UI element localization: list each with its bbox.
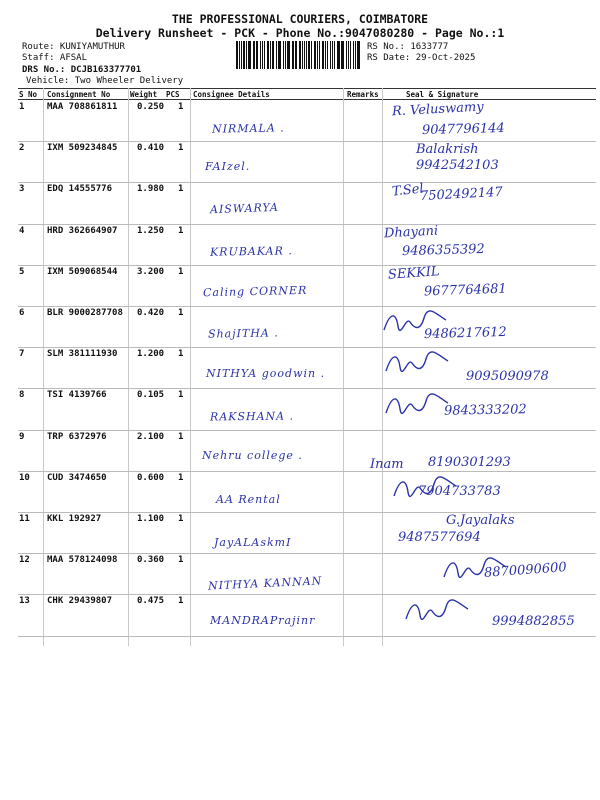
consignment-number: MAA 708861811 (47, 102, 118, 112)
consignee-handwritten: MANDRAPrajinr (210, 614, 316, 628)
weight-value: 2.100 (137, 431, 165, 442)
signature-scribble (382, 349, 452, 379)
consignment-number: MAA 578124098 (47, 555, 118, 566)
row-sno: 3 (19, 184, 25, 195)
row-sno: 13 (19, 596, 30, 607)
staff-label: Staff: AFSAL (22, 53, 88, 63)
signature-name: Balakrish (416, 142, 479, 158)
row-sno: 5 (19, 266, 25, 277)
weight-value: 0.250 (137, 102, 165, 112)
vehicle-label: Vehicle: Two Wheeler Delivery (26, 76, 184, 86)
barcode-bar (236, 41, 238, 69)
consignment-number: SLM 381111930 (47, 349, 118, 360)
barcode-bar (287, 41, 290, 69)
row-sno: 12 (19, 555, 30, 566)
barcode-bar (308, 41, 310, 69)
signature-phone: 9942542103 (416, 158, 499, 174)
barcode-bar (276, 41, 277, 69)
consignment-number: IXM 509068544 (47, 266, 118, 277)
table-row (0, 224, 600, 265)
pcs-value: 1 (178, 431, 184, 442)
barcode-bar (348, 41, 349, 69)
row-sno: 6 (19, 308, 25, 318)
signature-phone: 9047796144 (421, 120, 505, 139)
pcs-value: 1 (178, 390, 184, 401)
table-row (0, 182, 600, 223)
consignment-number: CHK 29439807 (47, 596, 113, 607)
signature-phone: 9095090978 (466, 369, 549, 385)
barcode-bar (239, 41, 240, 69)
barcode-bar (322, 41, 324, 69)
barcode-bar (248, 41, 251, 69)
header-sno: S No (19, 90, 38, 99)
table-row (0, 553, 600, 594)
barcode-bar (342, 41, 344, 69)
row-sno: 8 (19, 390, 25, 401)
barcode-bar (293, 41, 294, 69)
weight-value: 0.105 (137, 390, 165, 401)
barcode-bar (319, 41, 320, 69)
weight-value: 1.100 (137, 514, 165, 524)
barcode-bar (314, 41, 317, 69)
table-row (0, 100, 600, 141)
barcode-bar (254, 41, 255, 69)
header-seal: Seal & Signature (406, 90, 479, 99)
consignment-number: EDQ 14555776 (47, 184, 113, 195)
pcs-value: 1 (178, 102, 184, 112)
signature-name: SEKKIL (387, 264, 441, 283)
signature-name: G.Jayalaks (446, 513, 515, 528)
runsheet-subtitle: Delivery Runsheet - PCK - Phone No.:9047080280 - Page No.:1 (95, 26, 505, 40)
barcode-bar (285, 41, 286, 69)
consignee-handwritten: Nehru college . (202, 448, 303, 462)
barcode-bar (327, 41, 328, 69)
consignment-number: TRP 6372976 (47, 431, 107, 442)
barcode-bar (278, 41, 279, 69)
consignment-number: IXM 509234845 (47, 143, 118, 154)
signature-phone: 9677764681 (423, 281, 507, 300)
row-divider (18, 636, 596, 637)
table-row (0, 347, 600, 388)
barcode-bar (260, 41, 261, 69)
weight-value: 3.200 (137, 266, 165, 277)
signature-phone: 9486355392 (401, 241, 485, 259)
company-title: THE PROFESSIONAL COURIERS, COIMBATORE (171, 12, 429, 26)
barcode-bar (346, 41, 347, 69)
weight-value: 0.360 (137, 555, 165, 566)
barcode-bar (325, 41, 326, 69)
drs-number: DRS No.: DCJB163377701 (22, 65, 142, 75)
barcode-bar (262, 41, 263, 69)
pcs-value: 1 (178, 225, 184, 236)
barcode-bar (332, 41, 333, 69)
header-remarks: Remarks (347, 90, 379, 99)
signature-phone: 9843333202 (443, 402, 527, 420)
barcode-bar (272, 41, 274, 69)
signature-scribble (402, 597, 472, 627)
pcs-value: 1 (178, 514, 184, 524)
pcs-value: 1 (178, 184, 184, 195)
consignment-number: CUD 3474650 (47, 472, 107, 483)
table-row (0, 430, 600, 471)
row-sno: 11 (19, 514, 30, 524)
header-weight: Weight (130, 90, 158, 99)
rs-date: RS Date: 29-Oct-2025 (367, 53, 476, 63)
route-label: Route: KUNIYAMUTHUR (22, 42, 125, 52)
table-row (0, 512, 600, 553)
barcode-bar (317, 41, 318, 69)
table-row (0, 594, 600, 635)
pcs-value: 1 (178, 596, 184, 607)
row-sno: 2 (19, 143, 25, 154)
barcode-bar (353, 41, 355, 69)
consignment-number: KKL 192927 (47, 514, 102, 524)
row-sno: 4 (19, 225, 25, 236)
pcs-value: 1 (178, 266, 184, 277)
barcode-bar (295, 41, 297, 69)
barcode (236, 41, 362, 69)
weight-value: 1.250 (137, 225, 165, 236)
barcode-bar (270, 41, 271, 69)
rs-number: RS No.: 1633777 (367, 42, 449, 52)
consignment-number: BLR 9000287708 (47, 308, 123, 318)
barcode-bar (267, 41, 270, 69)
signature-name: Inam (370, 456, 404, 472)
barcode-bar (306, 41, 307, 69)
consignee-handwritten: ShajITHA . (207, 326, 279, 341)
barcode-bar (283, 41, 284, 69)
consignee-handwritten: KRUBAKAR . (209, 243, 293, 259)
consignee-handwritten: NITHYA goodwin . (206, 367, 326, 381)
signature-phone: 9994882855 (492, 614, 575, 630)
signature-phone: 9487577694 (398, 530, 481, 545)
consignment-number: HRD 362664907 (47, 225, 118, 236)
row-sno: 9 (19, 431, 25, 442)
barcode-bar (292, 41, 293, 69)
signature-phone: 7502492147 (419, 185, 504, 205)
barcode-bar (341, 41, 342, 69)
barcode-bar (302, 41, 303, 69)
signature-phone: 9486217612 (423, 324, 507, 343)
weight-value: 0.475 (137, 596, 165, 607)
header-pcs: PCS (166, 90, 180, 99)
barcode-bar (256, 41, 258, 69)
consignee-handwritten: NIRMALA . (211, 121, 285, 136)
consignee-handwritten: FAIzel. (205, 160, 251, 174)
weight-value: 1.200 (137, 349, 165, 360)
barcode-bar (243, 41, 245, 69)
header-consignee: Consignee Details (193, 90, 270, 99)
weight-value: 0.410 (137, 143, 165, 154)
barcode-bar (264, 41, 265, 69)
consignee-handwritten: NITHYA KANNAN (207, 574, 323, 593)
table-row (0, 306, 600, 347)
barcode-bar (337, 41, 340, 69)
barcode-bar (357, 41, 360, 69)
barcode-bar (350, 41, 351, 69)
pcs-value: 1 (178, 555, 184, 566)
barcode-bar (355, 41, 356, 69)
row-sno: 10 (19, 472, 30, 483)
barcode-bar (299, 41, 301, 69)
weight-value: 1.980 (137, 184, 165, 195)
barcode-bar (253, 41, 254, 69)
consignee-handwritten: JayALAskmI (214, 536, 292, 549)
signature-phone: 8870090600 (483, 560, 568, 582)
signature-scribble (382, 391, 452, 421)
table-row (0, 141, 600, 182)
weight-value: 0.420 (137, 308, 165, 318)
barcode-bar (279, 41, 281, 69)
row-sno: 7 (19, 349, 25, 360)
table-top-rule (18, 88, 596, 89)
signature-phone: 8190301293 (428, 454, 511, 470)
header-consignment: Consignment No (47, 90, 111, 99)
table-row (0, 388, 600, 429)
barcode-bar (304, 41, 305, 69)
pcs-value: 1 (178, 349, 184, 360)
barcode-bar (311, 41, 312, 69)
signature-name: R. Veluswamy (391, 99, 485, 120)
consignment-number: TSI 4139766 (47, 390, 107, 401)
row-sno: 1 (19, 102, 25, 112)
table-row (0, 265, 600, 306)
barcode-bar (241, 41, 242, 69)
table-row (0, 471, 600, 512)
barcode-bar (330, 41, 332, 69)
consignee-handwritten: AA Rental (216, 492, 281, 506)
barcode-bar (334, 41, 335, 69)
weight-value: 0.600 (137, 472, 165, 483)
pcs-value: 1 (178, 143, 184, 154)
signature-phone: 7904733783 (418, 483, 501, 499)
consignee-handwritten: Caling CORNER (202, 283, 308, 300)
consignee-handwritten: RAKSHANA . (209, 409, 295, 424)
signature-name: T.Sel (391, 181, 425, 201)
pcs-value: 1 (178, 472, 184, 483)
signature-name: Dhayani (383, 223, 439, 242)
barcode-bar (246, 41, 247, 69)
consignee-handwritten: AISWARYA (209, 201, 280, 217)
pcs-value: 1 (178, 308, 184, 318)
